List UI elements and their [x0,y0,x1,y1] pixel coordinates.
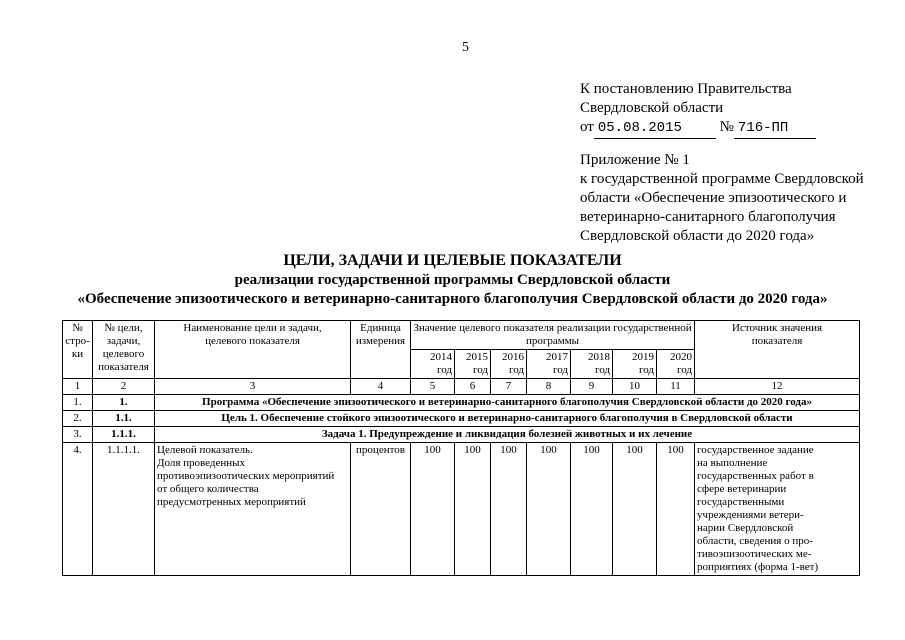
resolution-date: 05.08.2015 [594,119,716,139]
indicator-name-line: предусмотренных мероприятий [157,496,306,508]
header-text: Наименование цели и задачи, [183,322,322,334]
year-cell [613,350,657,379]
header-text: программы [525,335,580,347]
year-word: год [638,364,654,376]
year-word: год [552,364,568,376]
task-row-text: Задача 1. Предупреждение и ликвидация болезней животных и их лечение [155,427,860,443]
row-number: 1. [63,395,93,411]
header-text: целевого [102,348,145,360]
header-text: задачи, [106,335,141,347]
indicator-value: 100 [491,443,527,576]
column-number: 1 [63,379,93,395]
row-code: 1. [93,395,155,411]
header-row-no [63,321,93,379]
indicator-unit: процентов [351,443,411,576]
indicator-name-line: противоэпизоотических мероприятий [157,470,335,482]
program-row-text: Программа «Обеспечение эпизоотического и ветеринарно-санитарного благополучия Свердловской области до 2020 года» [155,395,860,411]
appendix-line-3: области «Обеспечение эпизоотического и [580,190,847,206]
column-number: 7 [491,379,527,395]
row-number: 2. [63,411,93,427]
header-row [63,321,860,350]
column-number: 10 [613,379,657,395]
header-text: стро- [65,335,90,347]
column-number: 5 [411,379,455,395]
row-code: 1.1.1. [93,427,155,443]
header-text: № [72,322,83,334]
column-number: 11 [657,379,695,395]
document-subtitle: реализации государственной программы Свердловской области [234,272,671,288]
row-code: 1.1. [93,411,155,427]
year-label: 2014 [430,351,452,363]
page-number: 5 [462,40,469,55]
number-label: № [719,119,734,135]
from-label: от [580,119,594,135]
row-code: 1.1.1.1. [93,443,155,576]
resolution-date-line [580,118,816,139]
header-text: целевого показателя [205,335,300,347]
year-label: 2020 [670,351,693,363]
source-line: государственными [697,496,785,508]
year-cell [527,350,571,379]
header-text: измерения [355,335,406,347]
source-line: государственное задание [697,444,814,456]
year-cell [411,350,455,379]
indicator-name-line: Доля проведенных [157,457,246,469]
header-name [155,321,351,379]
indicator-value: 100 [657,443,695,576]
header-text: № цели, [104,322,143,334]
appendix-line-5: Свердловской области до 2020 года» [580,228,815,244]
source-line: государственных работ в [697,470,814,482]
year-word: год [677,364,693,376]
header-text: Значение целевого показателя реализации государственной [413,322,692,334]
table-row [63,395,860,411]
header-text: Источник значения [732,322,823,334]
indicator-row [63,443,860,576]
resolution-reference [580,80,816,139]
header-goal-no [93,321,155,379]
indicator-name-line: Целевой показатель. [157,444,253,456]
header-unit [351,321,411,379]
header-text: показателя [98,361,149,373]
year-cell [455,350,491,379]
resolution-number: 716-ПП [734,119,816,139]
source-line: сфере ветеринарии [697,483,787,495]
year-word: год [436,364,452,376]
appendix-line-4: ветеринарно-санитарного благополучия [580,209,836,225]
resolution-line-2: Свердловской области [580,100,724,116]
column-number: 9 [571,379,613,395]
header-source [695,321,860,379]
header-text: ки [71,348,84,360]
header-text: Единица [360,322,401,334]
source-line: роприятиях (форма 1-вет) [697,561,819,573]
year-label: 2018 [588,351,610,363]
source-line: области, сведения о про- [697,535,813,547]
appendix-line-1: Приложение № 1 [580,152,690,168]
year-cell [657,350,695,379]
document-title: ЦЕЛИ, ЗАДАЧИ И ЦЕЛЕВЫЕ ПОКАЗАТЕЛИ [283,252,622,269]
column-number: 2 [93,379,155,395]
year-label: 2017 [546,351,568,363]
column-number: 12 [695,379,860,395]
year-label: 2019 [632,351,654,363]
year-cell [571,350,613,379]
appendix-line-2: к государственной программе Свердловской [580,171,864,187]
indicator-value: 100 [527,443,571,576]
indicator-value: 100 [613,443,657,576]
source-line: нарии Свердловской [697,522,794,534]
year-word: год [508,364,524,376]
source-line: на выполнение [697,457,768,469]
appendix-reference [580,151,864,246]
column-number: 3 [155,379,351,395]
year-label: 2015 [466,351,488,363]
header-value [411,321,695,350]
year-cell [491,350,527,379]
year-label: 2016 [502,351,524,363]
resolution-line-1: К постановлению Правительства [580,81,792,97]
source-line: тивоэпизоотических ме- [697,548,812,560]
column-numbers-row [63,379,860,395]
column-number: 8 [527,379,571,395]
indicator-source [695,443,860,576]
year-word: год [472,364,488,376]
goals-table [62,320,860,576]
source-line: учреждениями ветери- [697,509,804,521]
column-number: 4 [351,379,411,395]
indicator-name-line: от общего количества [157,483,259,495]
indicator-value: 100 [411,443,455,576]
indicator-name [155,443,351,576]
indicator-value: 100 [455,443,491,576]
indicator-value: 100 [571,443,613,576]
year-word: год [594,364,610,376]
program-name: «Обеспечение эпизоотического и ветеринарно-санитарного благополучия Свердловской области до 2020 года» [77,291,828,307]
table-row [63,427,860,443]
goal-row-text: Цель 1. Обеспечение стойкого эпизоотического и ветеринарно-санитарного благополучия в Свердловской области [155,411,860,427]
row-number: 3. [63,427,93,443]
column-number: 6 [455,379,491,395]
table-row [63,411,860,427]
row-number: 4. [63,443,93,576]
header-text: показателя [751,335,803,347]
